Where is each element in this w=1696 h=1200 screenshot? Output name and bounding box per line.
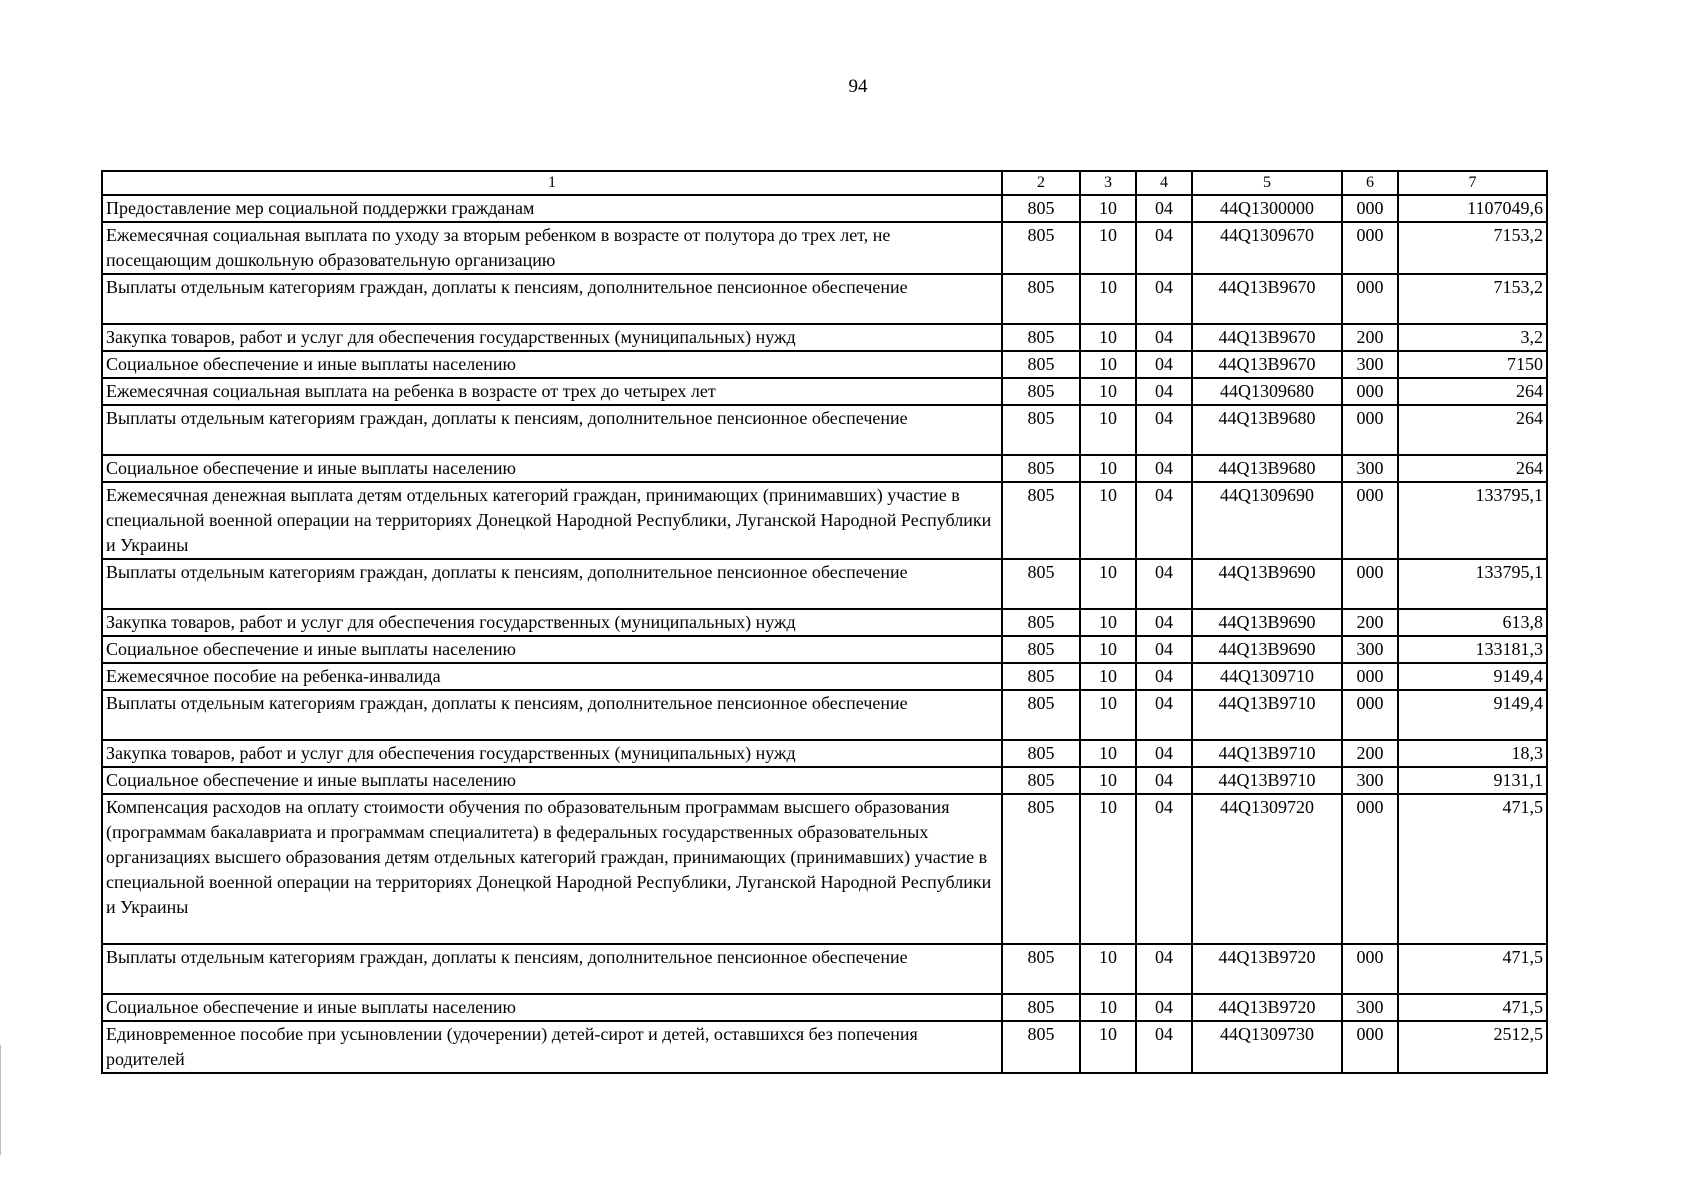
row-subsection: 04 [1136, 482, 1192, 559]
row-section: 10 [1080, 324, 1136, 351]
row-subsection: 04 [1136, 994, 1192, 1021]
row-name: Социальное обеспечение и иные выплаты населению [102, 994, 1002, 1021]
row-name: Закупка товаров, работ и услуг для обеспечения государственных (муниципальных) нужд [102, 740, 1002, 767]
row-expense-type: 000 [1342, 1021, 1398, 1073]
row-target-article: 44Q13B9690 [1192, 609, 1342, 636]
row-target-article: 44Q1309680 [1192, 378, 1342, 405]
row-section: 10 [1080, 195, 1136, 222]
row-ministry-code: 805 [1002, 690, 1080, 740]
table-row [102, 944, 1547, 994]
row-subsection: 04 [1136, 663, 1192, 690]
row-name: Выплаты отдельным категориям граждан, доплаты к пенсиям, дополнительное пенсионное обеспечение [102, 944, 1002, 994]
table-body [102, 195, 1547, 1073]
row-ministry-code: 805 [1002, 944, 1080, 994]
column-number-header-row [102, 171, 1547, 195]
row-ministry-code: 805 [1002, 351, 1080, 378]
row-ministry-code: 805 [1002, 559, 1080, 609]
table-row [102, 636, 1547, 663]
column-header-name: 1 [102, 171, 1002, 195]
row-name: Социальное обеспечение и иные выплаты населению [102, 767, 1002, 794]
row-expense-type: 000 [1342, 944, 1398, 994]
row-section: 10 [1080, 405, 1136, 455]
row-subsection: 04 [1136, 559, 1192, 609]
row-subsection: 04 [1136, 274, 1192, 324]
row-amount: 264 [1398, 455, 1547, 482]
row-subsection: 04 [1136, 944, 1192, 994]
row-section: 10 [1080, 663, 1136, 690]
row-expense-type: 000 [1342, 663, 1398, 690]
row-section: 10 [1080, 767, 1136, 794]
budget-table [101, 170, 1548, 1074]
row-subsection: 04 [1136, 609, 1192, 636]
row-amount: 133795,1 [1398, 482, 1547, 559]
row-subsection: 04 [1136, 378, 1192, 405]
row-section: 10 [1080, 794, 1136, 944]
row-section: 10 [1080, 351, 1136, 378]
column-header-subsection: 4 [1136, 171, 1192, 195]
scan-artifact-line [0, 1045, 1, 1155]
row-ministry-code: 805 [1002, 274, 1080, 324]
row-name: Выплаты отдельным категориям граждан, доплаты к пенсиям, дополнительное пенсионное обеспечение [102, 559, 1002, 609]
row-amount: 7153,2 [1398, 222, 1547, 274]
row-amount: 133181,3 [1398, 636, 1547, 663]
row-section: 10 [1080, 482, 1136, 559]
column-header-target-article: 5 [1192, 171, 1342, 195]
row-ministry-code: 805 [1002, 994, 1080, 1021]
row-subsection: 04 [1136, 222, 1192, 274]
row-name: Закупка товаров, работ и услуг для обеспечения государственных (муниципальных) нужд [102, 324, 1002, 351]
row-section: 10 [1080, 455, 1136, 482]
row-name: Выплаты отдельным категориям граждан, доплаты к пенсиям, дополнительное пенсионное обеспечение [102, 405, 1002, 455]
row-section: 10 [1080, 1021, 1136, 1073]
column-header-ministry-code: 2 [1002, 171, 1080, 195]
row-amount: 133795,1 [1398, 559, 1547, 609]
row-subsection: 04 [1136, 767, 1192, 794]
table-row [102, 767, 1547, 794]
row-section: 10 [1080, 274, 1136, 324]
row-subsection: 04 [1136, 324, 1192, 351]
table-row [102, 274, 1547, 324]
row-amount: 9131,1 [1398, 767, 1547, 794]
table-row [102, 690, 1547, 740]
row-target-article: 44Q13B9680 [1192, 405, 1342, 455]
row-amount: 264 [1398, 378, 1547, 405]
row-subsection: 04 [1136, 740, 1192, 767]
row-subsection: 04 [1136, 455, 1192, 482]
table-row [102, 663, 1547, 690]
row-ministry-code: 805 [1002, 767, 1080, 794]
row-expense-type: 000 [1342, 195, 1398, 222]
table-row [102, 794, 1547, 944]
column-header-amount: 7 [1398, 171, 1547, 195]
row-subsection: 04 [1136, 405, 1192, 455]
row-target-article: 44Q13B9670 [1192, 274, 1342, 324]
row-name: Предоставление мер социальной поддержки гражданам [102, 195, 1002, 222]
row-name: Ежемесячная денежная выплата детям отдельных категорий граждан, принимающих (принимавших) участие в специальной военной операции на территориях Донецкой Народной Республики, Луганской Народной Республики и Украины [102, 482, 1002, 559]
row-expense-type: 000 [1342, 794, 1398, 944]
row-name: Единовременное пособие при усыновлении (удочерении) детей-сирот и детей, оставшихся без попечения родителей [102, 1021, 1002, 1073]
row-amount: 471,5 [1398, 794, 1547, 944]
row-target-article: 44Q1309710 [1192, 663, 1342, 690]
row-amount: 2512,5 [1398, 1021, 1547, 1073]
table-row [102, 324, 1547, 351]
row-section: 10 [1080, 609, 1136, 636]
row-name: Ежемесячная социальная выплата на ребенка в возрасте от трех до четырех лет [102, 378, 1002, 405]
row-section: 10 [1080, 690, 1136, 740]
row-expense-type: 000 [1342, 222, 1398, 274]
row-name: Социальное обеспечение и иные выплаты населению [102, 455, 1002, 482]
row-ministry-code: 805 [1002, 794, 1080, 944]
row-name: Выплаты отдельным категориям граждан, доплаты к пенсиям, дополнительное пенсионное обеспечение [102, 690, 1002, 740]
row-expense-type: 000 [1342, 274, 1398, 324]
row-target-article: 44Q13B9710 [1192, 767, 1342, 794]
row-subsection: 04 [1136, 794, 1192, 944]
row-section: 10 [1080, 944, 1136, 994]
row-expense-type: 300 [1342, 994, 1398, 1021]
row-target-article: 44Q13B9690 [1192, 559, 1342, 609]
row-expense-type: 000 [1342, 559, 1398, 609]
row-ministry-code: 805 [1002, 195, 1080, 222]
row-ministry-code: 805 [1002, 324, 1080, 351]
row-amount: 9149,4 [1398, 690, 1547, 740]
row-ministry-code: 805 [1002, 663, 1080, 690]
row-target-article: 44Q13B9670 [1192, 351, 1342, 378]
column-header-expense-type: 6 [1342, 171, 1398, 195]
row-amount: 9149,4 [1398, 663, 1547, 690]
row-expense-type: 200 [1342, 609, 1398, 636]
row-section: 10 [1080, 378, 1136, 405]
row-name: Выплаты отдельным категориям граждан, доплаты к пенсиям, дополнительное пенсионное обеспечение [102, 274, 1002, 324]
row-amount: 471,5 [1398, 944, 1547, 994]
row-ministry-code: 805 [1002, 1021, 1080, 1073]
table-row [102, 1021, 1547, 1073]
row-name: Компенсация расходов на оплату стоимости обучения по образовательным программам высшего образования (программам бакалавриата и программам специалитета) в федеральных государственных образовательных организациях высшего образования детям отдельных категорий граждан, принимающих (принимавших) участие в специальной военной операции на территориях Донецкой Народной Республики, Луганской Народной Республики и Украины [102, 794, 1002, 944]
row-amount: 613,8 [1398, 609, 1547, 636]
row-target-article: 44Q13B9710 [1192, 740, 1342, 767]
row-section: 10 [1080, 636, 1136, 663]
page-number: 94 [848, 76, 868, 97]
table-row [102, 455, 1547, 482]
row-target-article: 44Q13B9690 [1192, 636, 1342, 663]
row-expense-type: 000 [1342, 690, 1398, 740]
row-ministry-code: 805 [1002, 378, 1080, 405]
row-amount: 7150 [1398, 351, 1547, 378]
row-target-article: 44Q13B9670 [1192, 324, 1342, 351]
row-ministry-code: 805 [1002, 636, 1080, 663]
row-name: Ежемесячное пособие на ребенка-инвалида [102, 663, 1002, 690]
table-row [102, 222, 1547, 274]
row-subsection: 04 [1136, 636, 1192, 663]
row-ministry-code: 805 [1002, 609, 1080, 636]
row-expense-type: 000 [1342, 378, 1398, 405]
row-name: Ежемесячная социальная выплата по уходу за вторым ребенком в возрасте от полутора до трех лет, не посещающим дошкольную образовательную организацию [102, 222, 1002, 274]
table-row [102, 559, 1547, 609]
row-target-article: 44Q13B9710 [1192, 690, 1342, 740]
row-subsection: 04 [1136, 195, 1192, 222]
row-ministry-code: 805 [1002, 740, 1080, 767]
row-section: 10 [1080, 222, 1136, 274]
row-amount: 1107049,6 [1398, 195, 1547, 222]
table-row [102, 994, 1547, 1021]
table-row [102, 609, 1547, 636]
row-target-article: 44Q13B9720 [1192, 994, 1342, 1021]
row-name: Социальное обеспечение и иные выплаты населению [102, 351, 1002, 378]
row-subsection: 04 [1136, 690, 1192, 740]
row-ministry-code: 805 [1002, 405, 1080, 455]
row-target-article: 44Q1300000 [1192, 195, 1342, 222]
row-target-article: 44Q1309670 [1192, 222, 1342, 274]
row-expense-type: 200 [1342, 740, 1398, 767]
row-expense-type: 300 [1342, 455, 1398, 482]
table-row [102, 482, 1547, 559]
row-ministry-code: 805 [1002, 482, 1080, 559]
column-header-section: 3 [1080, 171, 1136, 195]
row-section: 10 [1080, 559, 1136, 609]
row-amount: 7153,2 [1398, 274, 1547, 324]
table-row [102, 351, 1547, 378]
row-expense-type: 000 [1342, 482, 1398, 559]
row-name: Закупка товаров, работ и услуг для обеспечения государственных (муниципальных) нужд [102, 609, 1002, 636]
table-row [102, 378, 1547, 405]
table-row [102, 195, 1547, 222]
row-target-article: 44Q1309690 [1192, 482, 1342, 559]
row-target-article: 44Q1309720 [1192, 794, 1342, 944]
row-section: 10 [1080, 994, 1136, 1021]
row-name: Социальное обеспечение и иные выплаты населению [102, 636, 1002, 663]
row-section: 10 [1080, 740, 1136, 767]
row-expense-type: 300 [1342, 351, 1398, 378]
row-amount: 264 [1398, 405, 1547, 455]
row-expense-type: 000 [1342, 405, 1398, 455]
row-target-article: 44Q13B9720 [1192, 944, 1342, 994]
row-target-article: 44Q13B9680 [1192, 455, 1342, 482]
row-subsection: 04 [1136, 1021, 1192, 1073]
row-ministry-code: 805 [1002, 455, 1080, 482]
row-expense-type: 300 [1342, 636, 1398, 663]
row-amount: 471,5 [1398, 994, 1547, 1021]
table-row [102, 740, 1547, 767]
table-row [102, 405, 1547, 455]
row-amount: 18,3 [1398, 740, 1547, 767]
row-ministry-code: 805 [1002, 222, 1080, 274]
row-expense-type: 300 [1342, 767, 1398, 794]
row-target-article: 44Q1309730 [1192, 1021, 1342, 1073]
row-amount: 3,2 [1398, 324, 1547, 351]
row-expense-type: 200 [1342, 324, 1398, 351]
row-subsection: 04 [1136, 351, 1192, 378]
